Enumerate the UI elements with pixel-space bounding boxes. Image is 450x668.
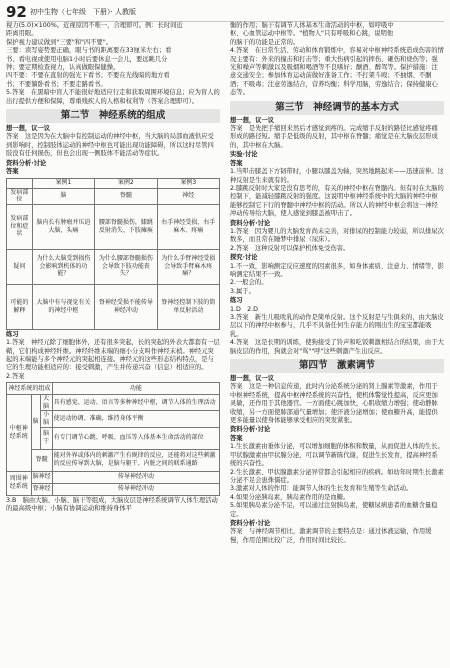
text-line: 枢、心血管运动中枢等。"植物人"只有呼吸和心跳，说明他: [230, 30, 394, 38]
table-header-cell: 案例3: [157, 178, 219, 188]
analysis2-4: 4.如果分泌胰岛素，胰岛素作用的是血糖。: [230, 493, 350, 501]
table-cell: 脑内长有肿瘤并压迫大脑，头痛: [32, 204, 94, 249]
table-cell: 脊神经: [31, 483, 52, 495]
table-cell: 脊髓: [31, 449, 52, 471]
text-line: 书、看电视或使用电脑1小时后要休息一会儿，要远眺几分: [6, 55, 168, 63]
table-cell: 中枢神经系统: [7, 395, 32, 471]
analysis2-1: 1.生长激素由垂体分泌，可以增加细胞的体积和数量，从而促进人体的生长。甲状腺激素由甲状腺分泌，可以调节新陈代谢，促进生长发育，提高神经系统的兴奋性。: [230, 443, 444, 468]
practice-title: 练习: [6, 330, 19, 338]
inquiry-3: 3.属于。: [230, 287, 255, 295]
analysis2-title: 资料分析·讨论: [230, 426, 271, 434]
think2-answer: 答案 这是一种信息传递，此时内分泌系统分泌的肾上腺素等激素，作用于中枢神经系统，提高中枢神经系统的兴奋性，使机体警觉性提高，反应更加灵敏，还作用于其他器官。一方面使心跳加快，心肌收缩力增强；使动静脉收缩，另一方面使肺部通气量增加；使汗液分泌增加；使血糖升高，能提供更多能量以使身体能够承受相应的突发紧张。: [230, 383, 438, 425]
table-cell: 神经: [157, 188, 219, 204]
text-line: 的脑干的功能是正常的。: [230, 38, 300, 46]
extend-1: 1.答案 因为婴儿的大脑发育尚未完善，对排尿的控制能力较弱，所以排尿次数多，而且常在睡梦中排尿（尿床）。: [230, 227, 444, 244]
left-column: [6, 22, 220, 513]
table-cell: 能对外界或体内的刺激产生有规律的反应，还能将对这些刺激的反应传导到大脑，是脑与躯干、内脏之间的联系通路: [52, 449, 219, 471]
table-cell: 发病部位和症状: [7, 204, 33, 249]
page-number: 92: [6, 3, 27, 21]
table-cell: 发病部位: [7, 188, 33, 204]
table-header-cell: 神经系统的组成: [7, 383, 53, 395]
text-line: 距离用眼。: [6, 30, 38, 38]
table-row: [7, 204, 220, 249]
table-cell: 大脑中有与视觉有关的神经中枢: [32, 284, 94, 329]
extend2-1: 答案 与神经调节相比，激素调节的主要特点是：通过体液运输，作用缓慢，作用范围比较广泛，作用时间比较长。: [230, 528, 432, 544]
right-column: [230, 22, 444, 545]
table-cell: 腰部脊髓损伤，膝跳反射消失、下肢瘫痪: [95, 204, 157, 249]
analysis2-2: 2.生长激素、甲状腺激素分泌异常都会引起相应的疾病。如幼年时期生长激素分泌不足会患侏儒症。: [230, 468, 444, 484]
think-title: 想一想，议一议: [6, 125, 51, 133]
table-row: [7, 249, 220, 284]
analysis-title: 资料分析·讨论: [6, 159, 47, 167]
book-title: 初中生物（七年级 下册）· 人教版: [30, 8, 136, 16]
table-cell: 脊髓: [95, 188, 157, 204]
case-table: [6, 178, 220, 330]
table-header-cell: [7, 178, 33, 188]
table-cell: 大脑: [40, 395, 52, 411]
text-line: 衡的作用；脑干有调节人体基本生命活动的中枢，如呼吸中: [230, 22, 394, 29]
practice-2: 2.答案: [6, 372, 25, 380]
answer-label: 答案: [230, 159, 243, 167]
text-line: 书；不要躺卧看书；不要走路看书。: [6, 80, 107, 88]
answer-label: 答案: [230, 434, 243, 442]
think-answer: 答案 是先把手缩回来然后才感觉到疼的。完成缩手反射的路径比感觉疼痛形成的路径短。缩手是低级的反射，其中枢在脊髓；痛觉是在大脑皮层形成的，其中枢在大脑。: [230, 125, 438, 149]
inquiry-1: 1.不一致，影响测定反应速度的因素很多，如身体素质、注意力、情绪等，影响测定结果不一致。: [230, 262, 444, 278]
answer-5: 5.答案 在黑暗中盲人不能很好地适应行走和获取周围环境信息；应为盲人的出行提供方便和保障，尊重残疾人的人格和权利等（答案合理即可）。: [6, 89, 220, 105]
table-cell: 传导神经冲动: [52, 471, 219, 483]
table-cell: 脊神经控制下肢的简单反射活动: [157, 284, 219, 329]
practice-answers: 1.D 2.D: [230, 305, 259, 313]
text-line: 三要：读写姿势要正确，眼与书的距离要在33厘米左右；看: [6, 47, 172, 55]
text-line: 保护视力建议做到"三要"和"四不要"。: [6, 38, 113, 46]
analysis2-5: 5.如果胰岛素分泌不足，可以通过注射胰岛素，使糖尿病患者的血糖含量稳定。: [230, 502, 438, 518]
practice-title: 练习: [230, 297, 243, 305]
table-cell: 周围神经系统: [7, 471, 32, 495]
text-line: 钟；要定期检查视力，认真做眼保健操。: [6, 64, 120, 72]
table-cell: 脑神经: [31, 471, 52, 483]
think2-title: 想一想，议一议: [230, 375, 275, 383]
extend-title: 资料分析·讨论: [230, 219, 271, 227]
table-cell: 脊神经受损不能传导神经冲动: [95, 284, 157, 329]
table-cell: 疑问: [7, 249, 33, 284]
table-header-cell: 功能: [52, 383, 219, 395]
text-line: 视力(5.0)×100%。近视原因不唯一，合理即可。例：长时间近: [6, 22, 183, 29]
table-row: [7, 284, 220, 329]
table-cell: 小脑: [40, 411, 52, 427]
section-title-2: 第二节 神经系统的组成: [6, 109, 220, 123]
practice-4: 4.答案 这是长期的训练，使狗接受了铃声和吃饭刺激相结合的结果，由于大脑皮层的作用，狗就会对"骂""呼"这些刺激产生出反应。: [230, 339, 444, 355]
nervous-system-table: [6, 382, 220, 495]
answer-4: 4.答案 在日常生活、劳动和体育锻炼中，容易对中枢神经系统造成伤害的情况主要有：外来的撞击和打击等；重大伤病引起的摔伤、砸伤和烧伤等；强光和噪声等刺激以及吸烟和喝酒等不良嗜好；酗酒、醉驾等。保护措施：注意交通安全；参加体育运动前做好准备工作；不打架斗殴；不抽烟、不酗酒；不吸毒；注意劳逸结合，营养均衡；科学用脑，劳逸结合；保持健康心态等。: [230, 47, 444, 97]
experiment-1: 1.当叩击膝盖下方韧带时，小腿以膝盖为轴，突然地跳起来——迅速前伸。这种反射是生来就有的。: [230, 168, 444, 184]
practice-1: 1.答案 神经元除了细胞体外，还有很多突起，长的突起的外表大都套有一层鞘，它们构成神经纤维。神经纤维末端的细小分支叫作神经末梢。神经元突起的末端能与多个神经元的突起相连接。神经元的这些形态结构特点，是与它的生理功能相适应的：接受刺激，产生并传递兴奋（信息）相适应的。: [6, 339, 220, 372]
practice-3: 3.B 脑由大脑、小脑、脑干等组成，大脑皮层是神经系统调节人体生理活动的最高级中枢；小脑有协调运动和维持身体平: [6, 496, 218, 512]
table-header-cell: 案例1: [32, 178, 94, 188]
text-line: 四不要：不要在直射的强光下看书；不要在光线暗的地方看: [6, 72, 170, 80]
table-cell: 为什么腰部脊髓损伤会导致下肢功能丧失？: [95, 249, 157, 284]
table-cell: 脑: [31, 395, 40, 449]
answer-label: 答案: [6, 168, 19, 176]
practice-3: 3.答案 新生儿吸吮乳的动作是简单反射。这个反射是与生俱来的，由大脑皮层以下的神经中枢参与，几乎不具备任何生存能力的刚出生的宝宝都能吸乳。: [230, 314, 444, 338]
think-answer: 答案 这是因为在大脑中有控制运动的神经中枢，当大脑的局部血液供应受到影响时，控制肢体运动的神经中枢也可能出现功能障碍，所以这时尽管四肢没有任何损伤，但也会出现一侧肢体不能活动等症状。: [6, 133, 214, 158]
think-title: 想一想，议一议: [230, 116, 275, 124]
page-header: [6, 3, 444, 22]
table-cell: 为什么大脑受到损伤会影响到机体的功能？: [32, 249, 94, 284]
table-cell: 可能的解释: [7, 284, 33, 329]
table-cell: 脑干: [40, 427, 52, 449]
table-cell: 脑: [32, 188, 94, 204]
section-title-3: 第三节 神经调节的基本方式: [230, 101, 444, 115]
table-cell: 具有感觉、运动、语言等多种神经中枢，调节人体的生理活动: [52, 395, 219, 411]
table-cell: 使运动协调、准确，维持身体平衡: [52, 411, 219, 427]
table-cell: 有专门调节心跳、呼吸、血压等人体基本生命活动的部位: [52, 427, 219, 449]
extend-2: 2.答案 这种反射可以保护机体免受伤害。: [230, 244, 350, 252]
experiment-title: 实验·讨论: [230, 151, 258, 159]
table-header-cell: 案例2: [95, 178, 157, 188]
table-cell: 传导神经冲动: [52, 483, 219, 495]
experiment-2: 2.膝跳反射时大家是没有思考的，有关的神经中枢在脊髓内。但有时在大脑的控制下，能减轻膝跳反射的强度。这说明中枢神经系统中的大脑的神经中枢能够控制它下行的脊髓中神经中枢的活动。所以人的神经中枢会将这一神经冲动传导给大脑，使人感觉到膝盖被叩击了。: [230, 184, 444, 218]
inquiry-2: 2.一般会的。: [230, 279, 268, 287]
table-cell: 为什么手臂神经受损会导致手臂麻木疼痛？: [157, 249, 219, 284]
analysis2-3: 3.激素对人体的作用：能调节人体的生长发育和生殖等生命活动。: [230, 485, 413, 493]
inquiry-title: 探究·讨论: [230, 254, 258, 262]
extend2-title: 资料分析·讨论: [230, 519, 271, 527]
section-title-4: 第四节 激素调节: [230, 359, 444, 373]
table-row: [7, 188, 220, 204]
table-cell: 右手神经受损，右手麻木、疼痛: [157, 204, 219, 249]
